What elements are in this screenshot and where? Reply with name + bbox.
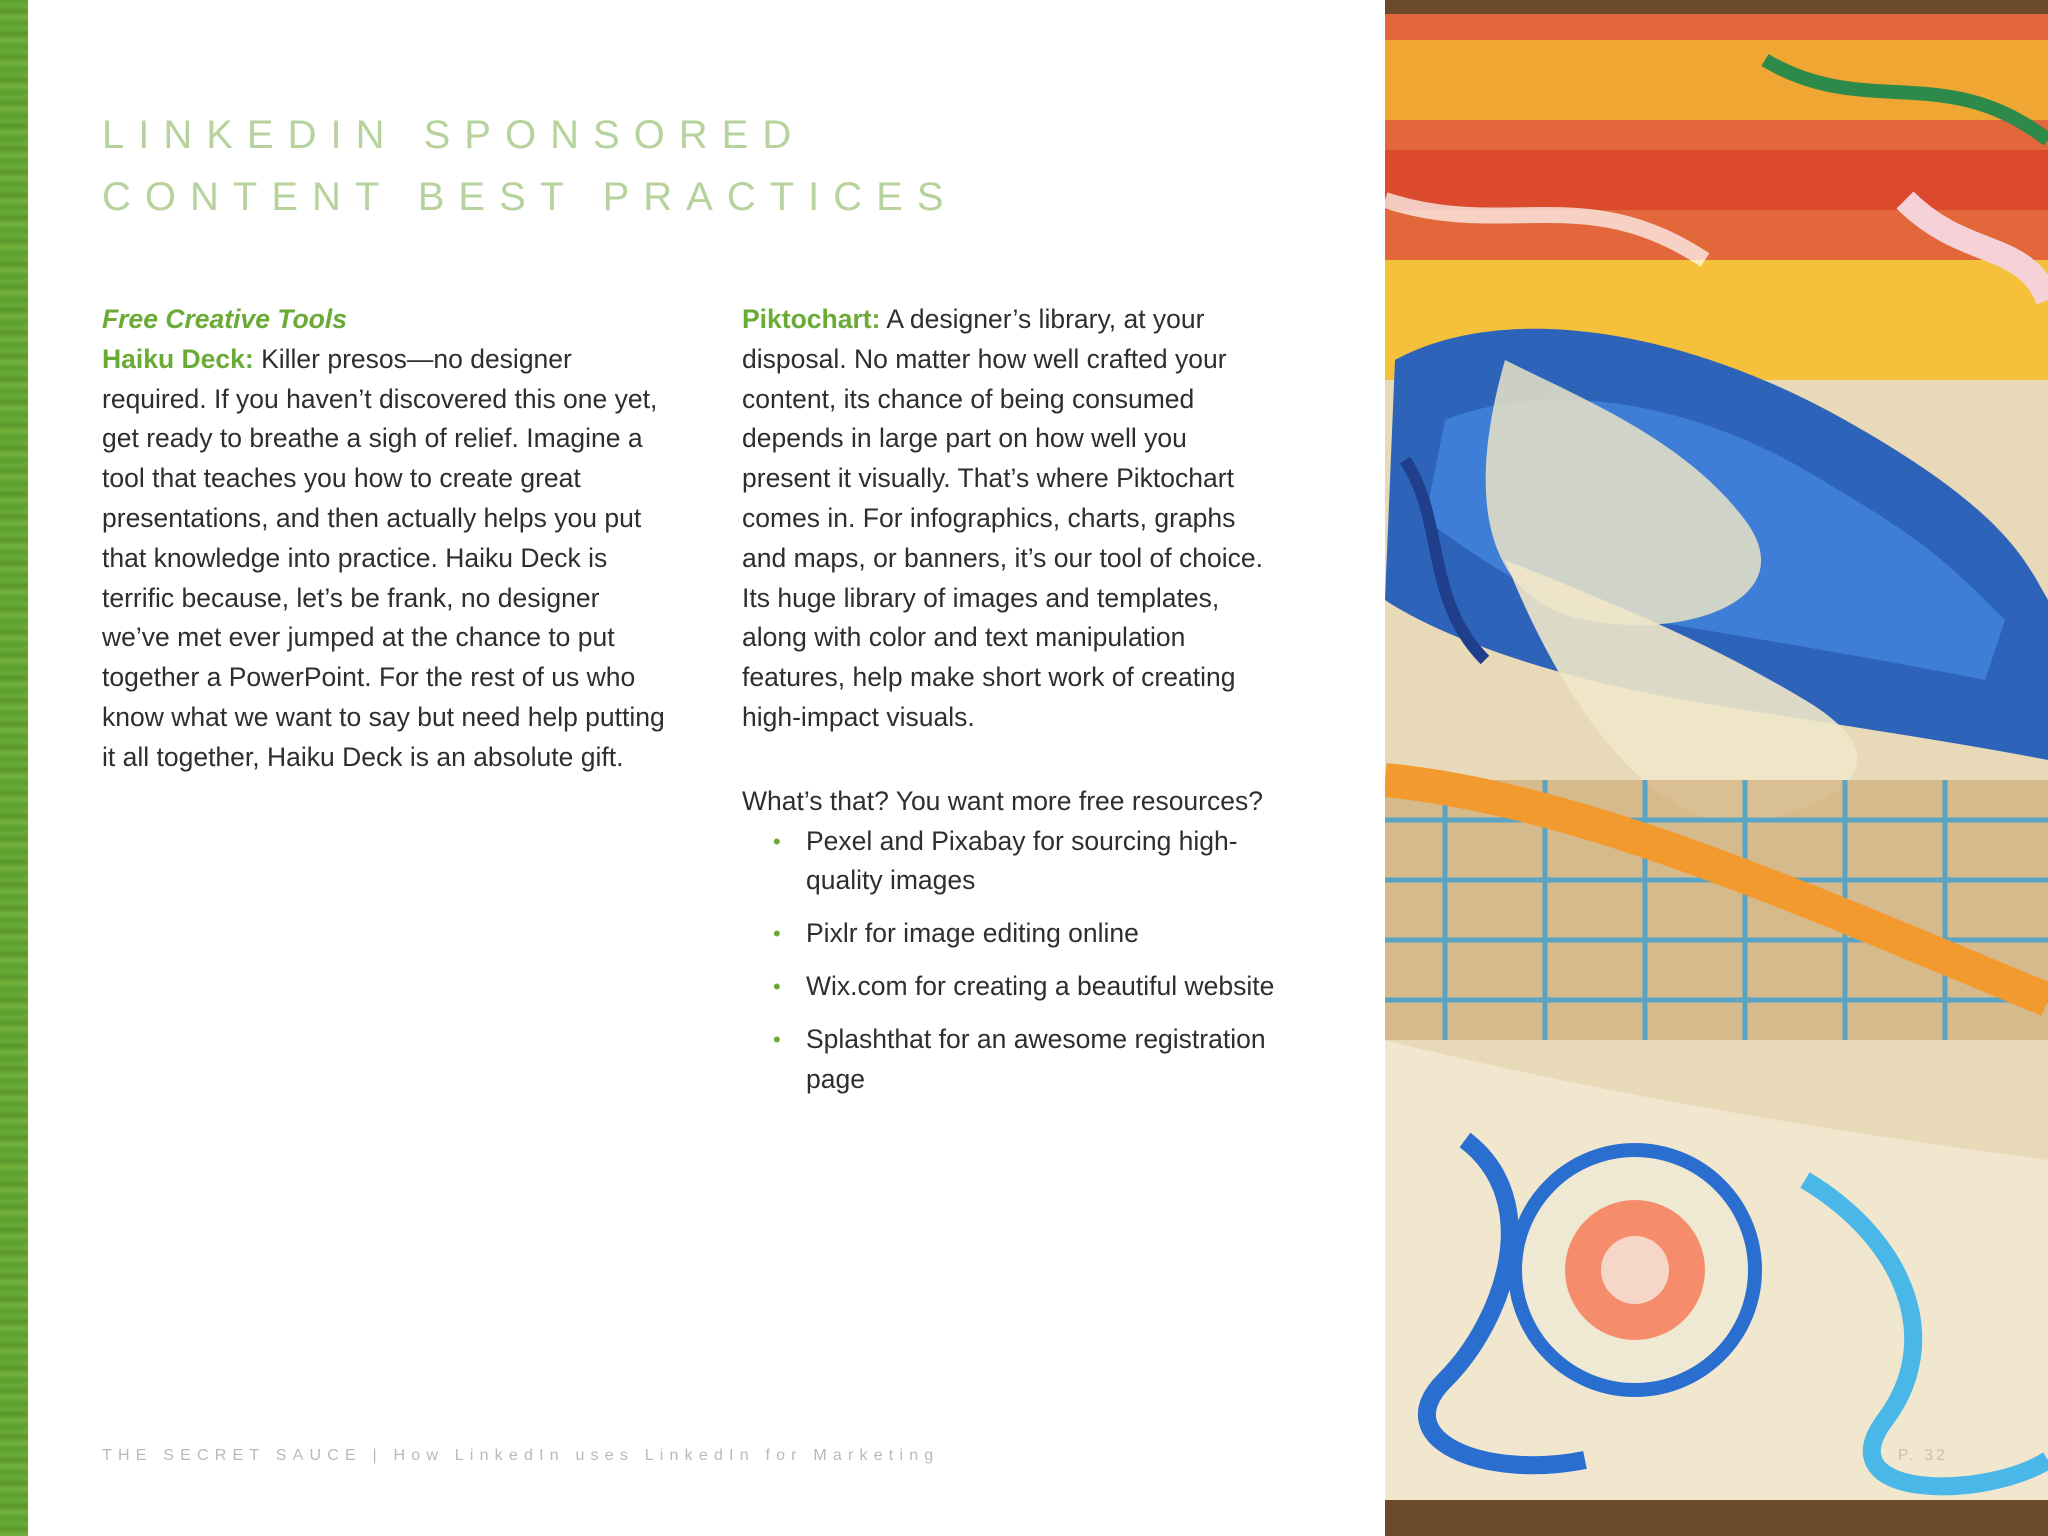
piktochart-paragraph — [742, 300, 1282, 738]
page-number: P. 32 — [1897, 1447, 1948, 1464]
resource-text: Pexel and Pixabay for sourcing high-quality images — [806, 825, 1238, 896]
resource-text: Splashthat for an awesome registration page — [806, 1023, 1266, 1094]
piktochart-text: A designer’s library, at your disposal. No matter how well crafted your content, its chance of being consumed depends in large part on how well you present it visually. That’s where Piktochart comes in. For infographics, charts, graphs and maps, or banners, it’s our tool of choice. Its huge library of images and templates, along with color and text manipulation features, help make short work of creating high-impact visuals. — [742, 304, 1263, 732]
resource-text: Pixlr for image editing online — [806, 918, 1139, 949]
piktochart-label: Piktochart: — [742, 304, 881, 334]
haiku-paragraph — [102, 340, 672, 778]
bullet-icon: • — [773, 921, 781, 947]
left-column — [102, 300, 672, 778]
list-item — [773, 1020, 1282, 1100]
abstract-artwork-image — [1385, 0, 2048, 1536]
page-title — [102, 104, 958, 228]
bullet-icon: • — [773, 973, 781, 999]
resources-list — [742, 822, 1282, 1100]
bullet-icon: • — [773, 828, 781, 854]
page-content — [28, 0, 1385, 1536]
section-heading: Free Creative Tools — [102, 304, 347, 334]
haiku-label: Haiku Deck: — [102, 343, 254, 374]
list-item — [773, 914, 1282, 954]
haiku-text: Killer presos—no designer required. If you haven’t discovered this one yet, get ready to breathe a sigh of relief. Imagine a tool that teaches you how to create great presentations, and then actually helps you put that knowledge into practice. Haiku Deck is terrific because, let’s be frank, no designer we’ve met ever jumped at the chance to put together a PowerPoint. For the rest of us who know what we want to say but need help putting it all together, Haiku Deck is an absolute gift. — [102, 343, 665, 772]
list-item — [773, 822, 1282, 902]
bullet-icon: • — [773, 1026, 781, 1052]
footer-text: THE SECRET SAUCE | How LinkedIn uses LinkedIn for Marketing — [102, 1447, 940, 1464]
resource-text: Wix.com for creating a beautiful website — [806, 970, 1275, 1001]
right-column — [742, 300, 1282, 1112]
resources-intro: What’s that? You want more free resources? — [742, 785, 1263, 816]
left-green-stripe — [0, 0, 28, 1536]
title-line-1: LINKEDIN SPONSORED — [102, 113, 806, 157]
title-line-2: CONTENT BEST PRACTICES — [102, 175, 958, 219]
list-item — [773, 967, 1282, 1007]
